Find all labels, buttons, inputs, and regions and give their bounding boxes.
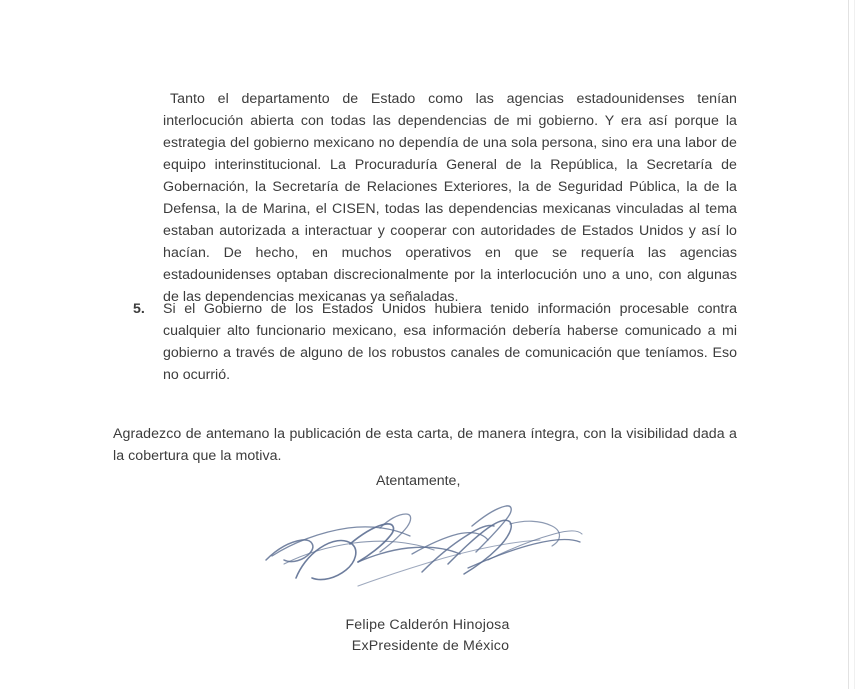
list-item-marker: 5. xyxy=(133,301,145,317)
list-item xyxy=(133,298,737,386)
signer-title: ExPresidente de México xyxy=(351,638,510,654)
signer-name-block xyxy=(0,615,855,657)
salutation: Atentamente, xyxy=(376,473,461,489)
opening-paragraph: Tanto el departamento de Estado como las agencias estadounidenses tenían interlocución abierta con todas las dependencias de mi gobierno. Y era así porque la estrategia del gobierno mexicano no dependía de una sola persona, sino era una labor de equipo interinstitucional. La Procuraduría General de la República, la Secretaría de Gobernación, la Secretaría de Relaciones Exteriores, la de Seguridad Pública, la de la Defensa, la de Marina, el CISEN, todas las dependencias mexicanas vinculadas al tema estaban autorizada a interactuar y cooperar con autoridades de Estados Unidos y así lo hacían. De hecho, en muchos operativos en que se requería las agencias estadounidenses optaban discrecionalmente por la interlocución uno a uno, con algunas de las dependencias mexicanas ya señaladas. xyxy=(163,91,737,306)
closing-paragraph: Agradezco de antemano la publicación de esta carta, de manera íntegra, con la visibilidad dada a la cobertura que la motiva. xyxy=(113,426,737,465)
list-item-text: Si el Gobierno de los Estados Unidos hubiera tenido información procesable contra cualquier alto funcionario mexicano, esa información debería haberse comunicado a mi gobierno a través de alguno de los robustos canales de comunicación que teníamos. Eso no ocurrió. xyxy=(163,301,737,383)
signer-name: Felipe Calderón Hinojosa xyxy=(345,617,510,633)
numbered-list xyxy=(133,298,737,386)
signature-icon xyxy=(262,498,592,603)
signature-image xyxy=(262,498,592,603)
